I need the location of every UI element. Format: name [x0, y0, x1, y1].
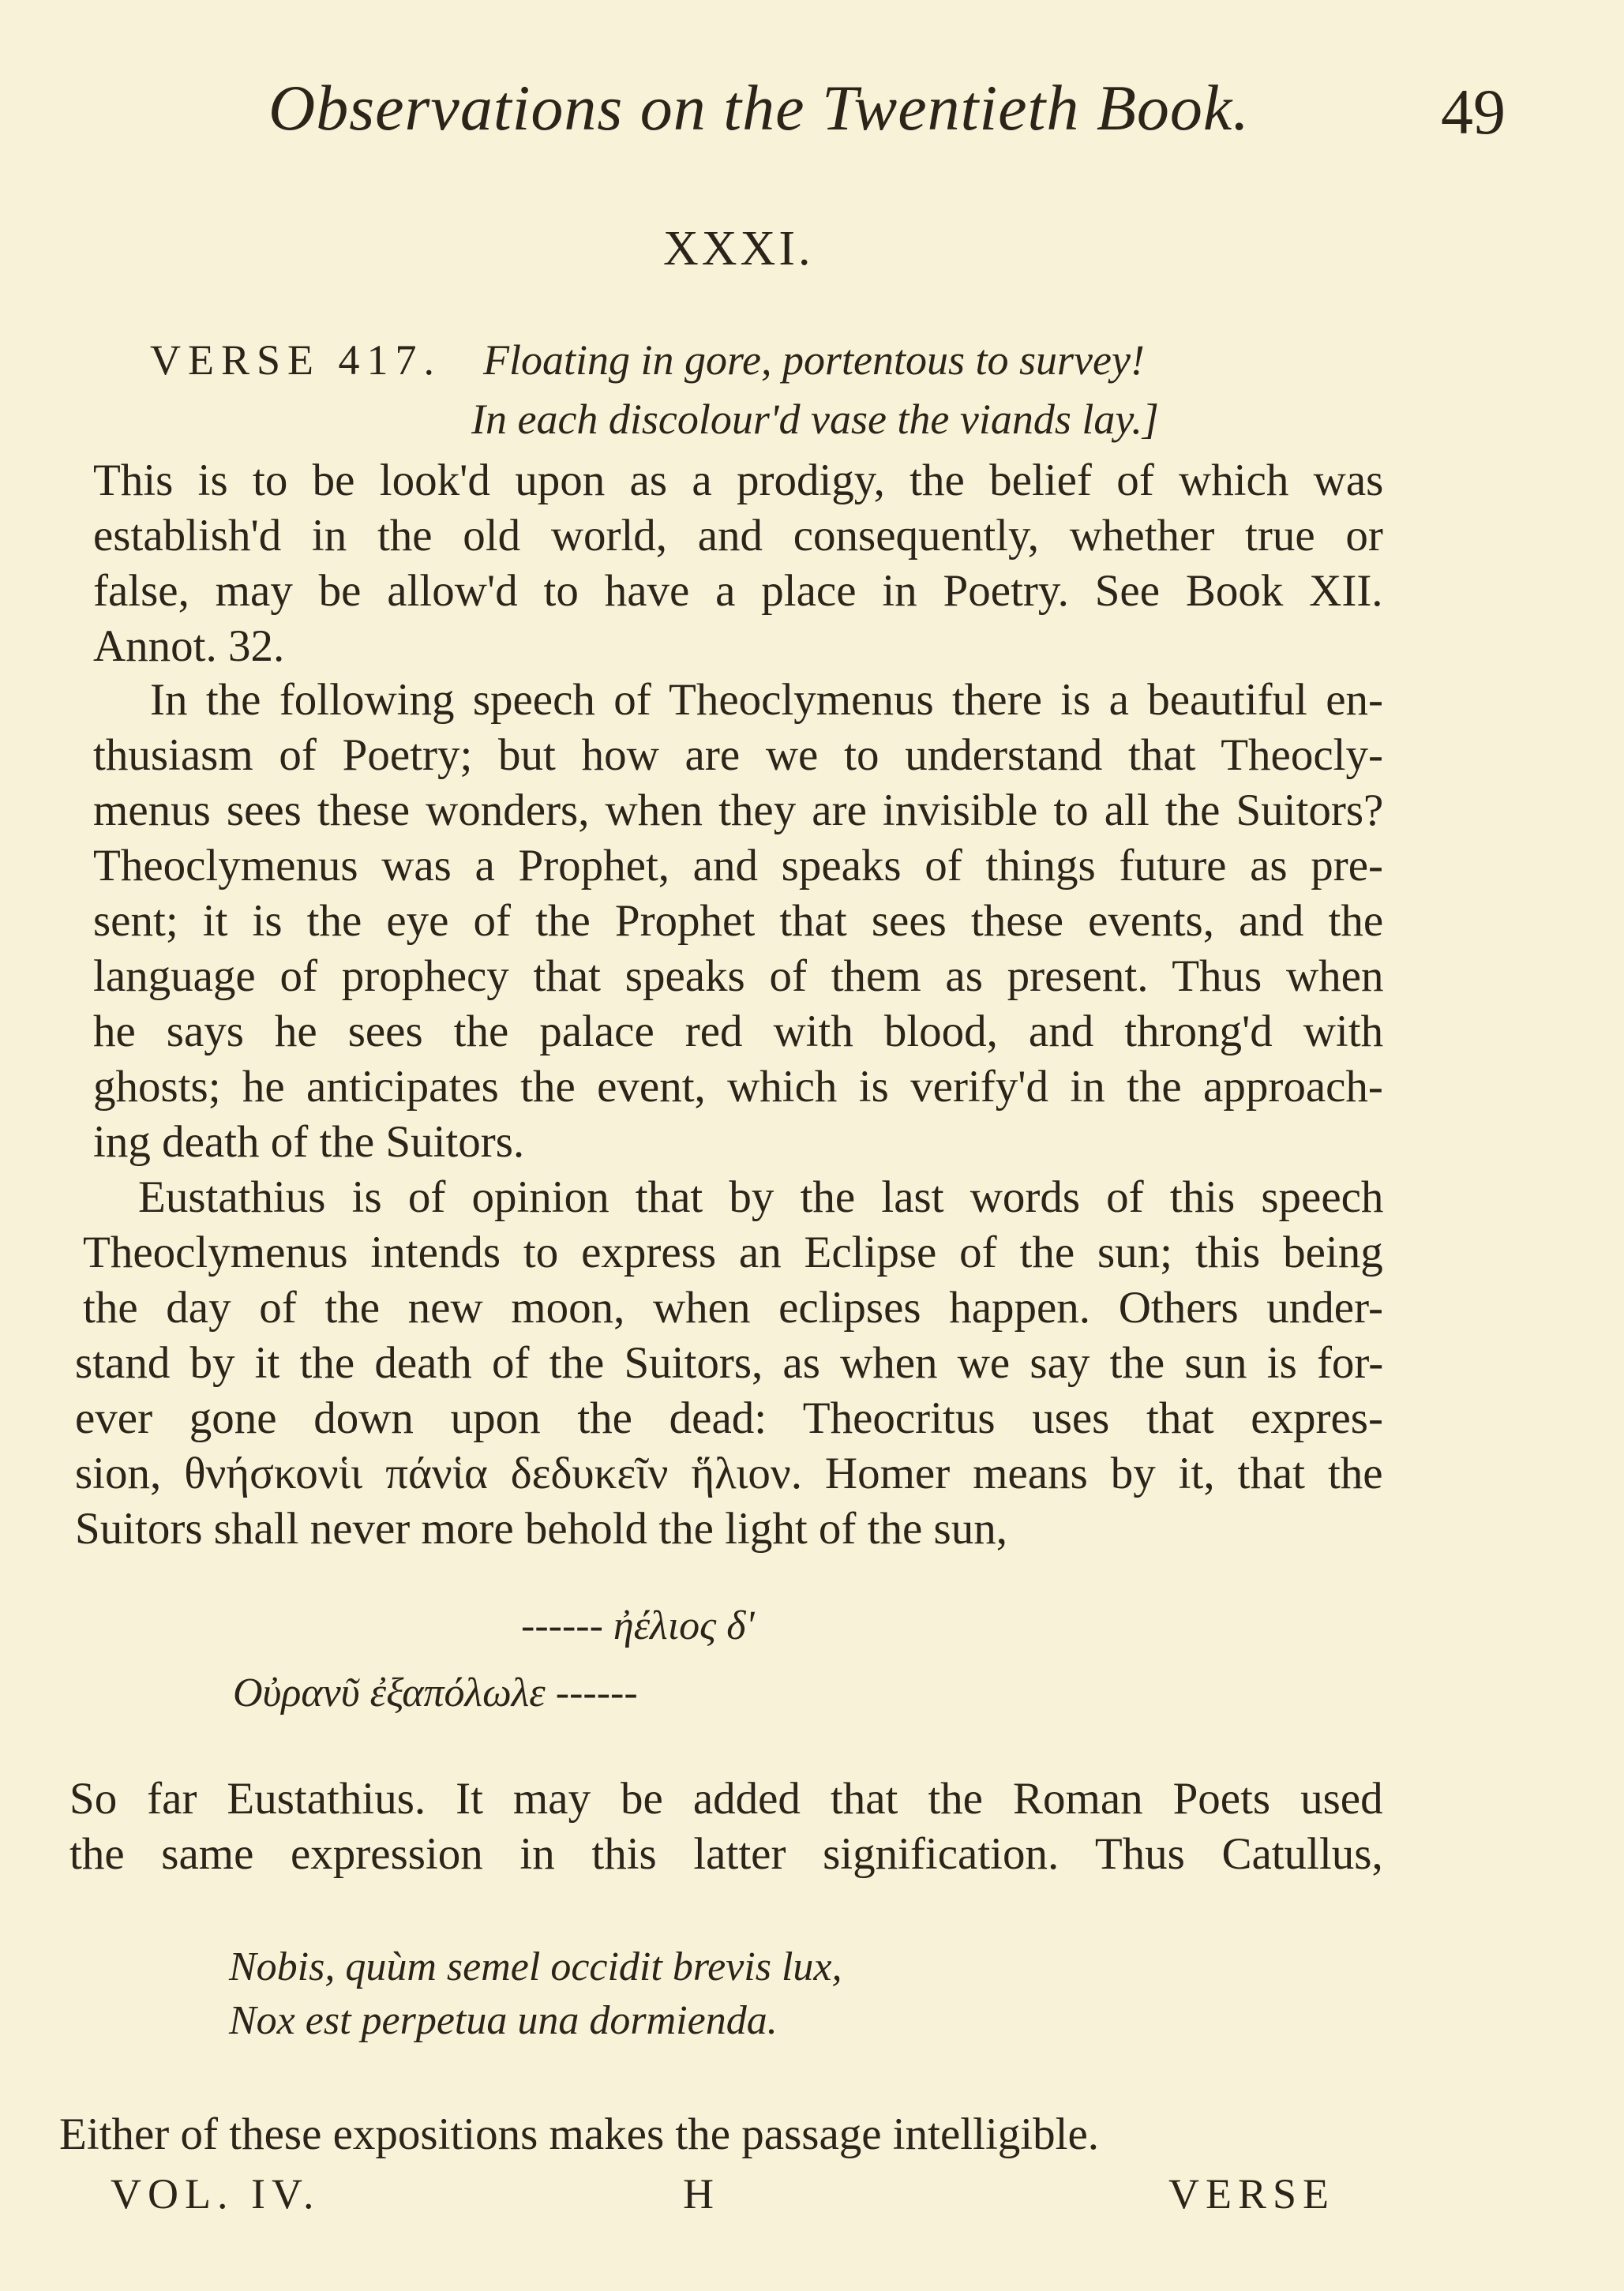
body-line: language of prophecy that speaks of them as present. Thus when — [93, 951, 1384, 1001]
greek-quote-line-2: Οὐρανῦ ἐξαπόλωλε ------ — [233, 1670, 638, 1715]
body-line: he says he sees the palace red with blood, and throng'd with — [93, 1007, 1384, 1056]
body-line: Either of these expositions makes the passage intelligible. — [59, 2109, 1100, 2159]
body-line: sion, θνήσκονἱι πάνἱα δεδυκεῖν ἥλιον. Homer means by it, that the — [75, 1449, 1383, 1498]
body-line: thusiasm of Poetry; but how are we to understand that Theocly- — [93, 730, 1383, 780]
page-number: 49 — [1441, 76, 1506, 148]
body-line: the same expression in this latter signification. Thus Catullus, — [69, 1829, 1383, 1879]
body-line: Annot. 32. — [93, 621, 285, 671]
body-line: menus sees these wonders, when they are invisible to all the Suitors? — [93, 786, 1384, 835]
body-line: ever gone down upon the dead: Theocritus uses that expres- — [75, 1393, 1383, 1443]
body-line: the day of the new moon, when eclipses happen. Others under- — [83, 1283, 1383, 1333]
section-number: XXXI. — [663, 222, 814, 276]
verse-line-2: In each discolour'd vase the viands lay.] — [471, 396, 1159, 443]
body-line: false, may be allow'd to have a place in Poetry. See Book XII. — [93, 566, 1383, 616]
catchword: VERSE — [1168, 2170, 1336, 2218]
body-line: establish'd in the old world, and consequently, whether true or — [93, 511, 1383, 561]
body-line: So far Eustathius. It may be added that the Roman Poets used — [69, 1774, 1383, 1824]
body-line: stand by it the death of the Suitors, as when we say the sun is for- — [75, 1338, 1384, 1388]
latin-quote-line-1: Nobis, quùm semel occidit brevis lux, — [229, 1944, 842, 1989]
latin-quote-line-2: Nox est perpetua una dormienda. — [229, 1998, 778, 2043]
running-title: Observations on the Twentieth Book. — [268, 72, 1250, 144]
signature-mark: H — [683, 2170, 720, 2218]
body-line: ghosts; he anticipates the event, which is verify'd in the approach- — [93, 1062, 1383, 1112]
verse-line-1: Floating in gore, portentous to survey! — [483, 336, 1145, 384]
body-line: Suitors shall never more behold the light of the sun, — [75, 1504, 1007, 1554]
body-line: In the following speech of Theoclymenus there is a beautiful en- — [150, 675, 1383, 725]
verse-label: VERSE 417. — [150, 336, 442, 384]
greek-quote-line-1: ------ ἠέλιος δ' — [521, 1603, 755, 1648]
body-line: Theoclymenus was a Prophet, and speaks of things future as pre- — [93, 841, 1384, 891]
volume-label: VOL. IV. — [111, 2170, 321, 2218]
body-line: Theoclymenus intends to express an Eclipse of the sun; this being — [83, 1228, 1383, 1277]
body-line: sent; it is the eye of the Prophet that sees these events, and the — [93, 896, 1384, 946]
body-line: This is to be look'd upon as a prodigy, the belief of which was — [93, 456, 1384, 505]
body-line: Eustathius is of opinion that by the last words of this speech — [138, 1172, 1384, 1222]
body-line: ing death of the Suitors. — [93, 1117, 525, 1167]
